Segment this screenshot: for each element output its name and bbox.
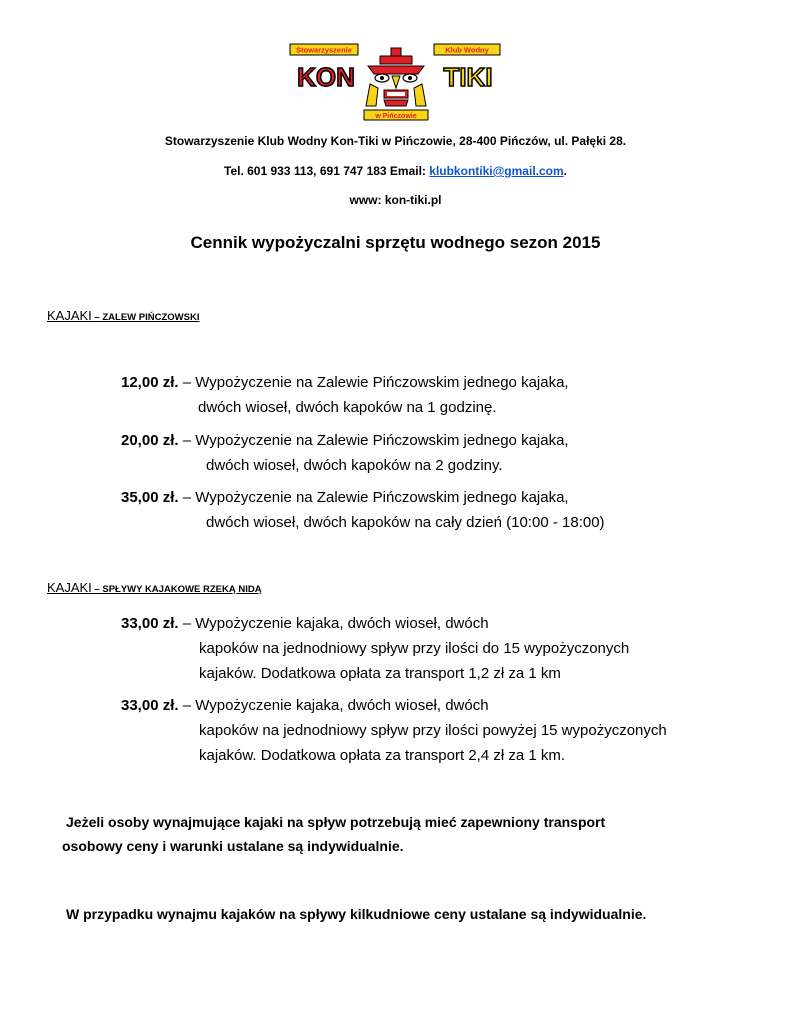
price-desc-line1: – Wypożyczenie kajaka, dwóch wioseł, dwóch — [178, 697, 489, 714]
logo-tiki-text: TIKI — [443, 62, 493, 92]
price-value: 33,00 zł. — [121, 697, 179, 714]
address-line: Stowarzyszenie Klub Wodny Kon-Tiki w Pińczowie, 28-400 Pińczów, ul. Pałęki 28. — [164, 134, 627, 148]
price-desc-line2: kapoków na jednodniowy spływ przy ilości do 15 wypożyczonych — [199, 640, 630, 657]
price-desc-line3: kajaków. Dodatkowa opłata za transport 1,2 zł za 1 km — [199, 665, 561, 682]
price-desc-line2: dwóch wioseł, dwóch kapoków na 1 godzinę. — [198, 399, 497, 416]
price-value: 35,00 zł. — [121, 489, 179, 506]
logo-top-left-text: Stowarzyszenie — [296, 45, 352, 55]
tel-text: Tel. 601 933 113, 691 747 183 Email: — [224, 164, 430, 178]
price-item — [121, 428, 569, 478]
kon-tiki-logo — [288, 40, 504, 126]
price-desc-line1: – Wypożyczenie na Zalewie Pińczowskim jednego kajaka, — [178, 432, 569, 449]
price-desc-line1: – Wypożyczenie na Zalewie Pińczowskim jednego kajaka, — [178, 489, 569, 506]
tel-suffix: . — [563, 164, 567, 178]
price-item — [121, 485, 605, 535]
section-heading-zalew — [47, 308, 199, 323]
price-item — [121, 693, 667, 768]
section-heading-splywy — [47, 580, 262, 595]
section-sub-text: – ZALEW PIŃCZOWSKI — [91, 312, 200, 323]
email-link[interactable]: klubkontiki@gmail.com — [429, 164, 564, 178]
price-desc-line2: dwóch wioseł, dwóch kapoków na cały dzień (10:00 - 18:00) — [206, 514, 605, 531]
contact-line — [0, 164, 791, 178]
section-sub-text: – SPŁYWY KAJAKOWE RZEKĄ NIDĄ — [91, 584, 262, 595]
multiday-note: W przypadku wynajmu kajaków na spływy kilkudniowe ceny ustalane są indywidualnie. — [66, 906, 647, 922]
logo-bottom-text: w Pińczowie — [375, 113, 417, 120]
price-desc-line1: – Wypożyczenie kajaka, dwóch wioseł, dwóch — [178, 615, 489, 632]
price-value: 12,00 zł. — [121, 374, 179, 391]
transport-note-line1: Jeżeli osoby wynajmujące kajaki na spływ potrzebują mieć zapewniony transport — [66, 814, 606, 830]
section-head-text: KAJAKI — [47, 580, 92, 595]
tiki-mask-icon — [366, 48, 426, 106]
price-desc-line3: kajaków. Dodatkowa opłata za transport 2,4 zł za 1 km. — [199, 747, 566, 764]
price-desc-line2: kapoków na jednodniowy spływ przy ilości powyżej 15 wypożyczonych — [199, 722, 667, 739]
price-desc-line1: – Wypożyczenie na Zalewie Pińczowskim jednego kajaka, — [178, 374, 569, 391]
logo-top-right-text: Klub Wodny — [445, 45, 489, 55]
logo-kon-text: KON — [297, 62, 355, 92]
transport-note-line2: osobowy ceny i warunki ustalane są indywidualnie. — [62, 838, 404, 854]
page-title: Cennik wypożyczalni sprzętu wodnego sezon 2015 — [190, 233, 601, 252]
price-item — [121, 611, 629, 686]
price-desc-line2: dwóch wioseł, dwóch kapoków na 2 godziny. — [206, 457, 503, 474]
price-item — [121, 370, 569, 420]
price-value: 20,00 zł. — [121, 432, 179, 449]
www-line: www: kon-tiki.pl — [349, 193, 442, 207]
price-value: 33,00 zł. — [121, 615, 179, 632]
section-head-text: KAJAKI — [47, 308, 92, 323]
transport-note — [62, 810, 746, 858]
